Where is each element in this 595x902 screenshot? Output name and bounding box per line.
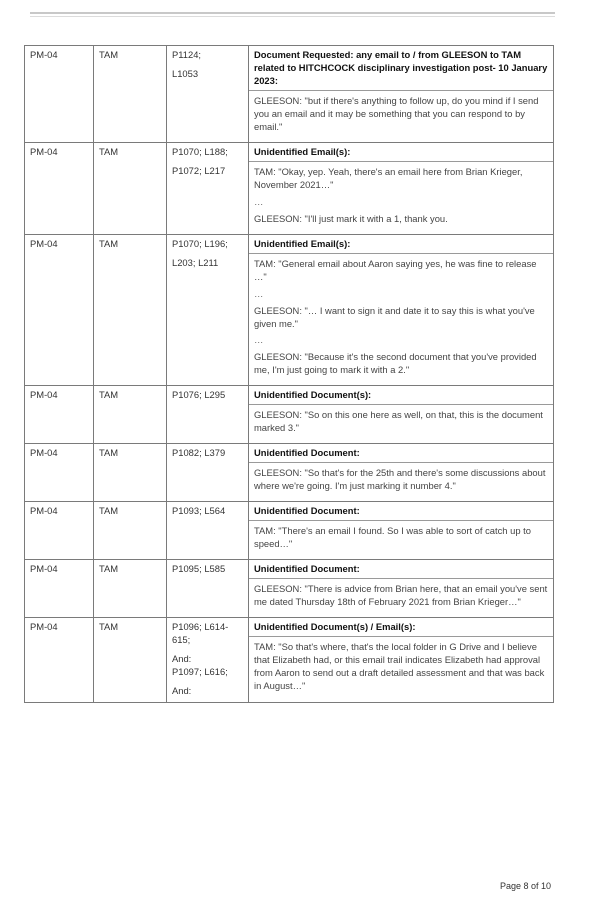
cell-reference	[167, 502, 249, 560]
quote-paragraph: GLEESON: "There is advice from Brian here, that an email you've sent me dated Thursday 18th of February 2021 from Brian Krieger…"	[254, 583, 548, 608]
quote-paragraph: GLEESON: "Because it's the second document that you've provided me, I'm just going to mark it with a 2."	[254, 351, 537, 376]
table-row	[25, 618, 554, 703]
reference-line: P1124;	[172, 49, 202, 60]
cell-reference	[167, 444, 249, 502]
quote-paragraph: GLEESON: "… I want to sign it and date it to say this is what you've given me."	[254, 304, 535, 329]
table-row	[25, 46, 554, 143]
cell-description	[249, 386, 554, 444]
cell-description	[249, 142, 554, 234]
cell-code: PM-04	[25, 444, 94, 502]
cell-person: TAM	[94, 560, 167, 618]
table-row	[25, 142, 554, 234]
description-heading: Document Requested: any email to / from GLEESON to TAM related to HITCHCOCK disciplinary investigation post- 10 January 2023:	[249, 48, 553, 91]
reference-line: P1070; L188;	[172, 145, 228, 157]
table-row	[25, 502, 554, 560]
cell-description	[249, 502, 554, 560]
cell-code: PM-04	[25, 560, 94, 618]
cell-reference	[167, 560, 249, 618]
ellipsis: …	[254, 334, 264, 346]
cell-person: TAM	[94, 46, 167, 143]
cell-person: TAM	[94, 502, 167, 560]
reference-line: P1093; L564	[172, 505, 226, 517]
cell-code: PM-04	[25, 142, 94, 234]
description-heading: Unidentified Document:	[249, 562, 553, 579]
reference-line: And:	[172, 652, 192, 664]
cell-reference	[167, 46, 249, 143]
cell-description	[249, 560, 554, 618]
quote-paragraph: GLEESON: "So on this one here as well, on that, this is the document marked 3."	[254, 409, 543, 434]
reference-line: P1096; L614-615;	[172, 621, 229, 645]
cell-description	[249, 46, 554, 143]
cell-reference	[167, 234, 249, 386]
table-row	[25, 444, 554, 502]
table-row	[25, 386, 554, 444]
cell-code: PM-04	[25, 234, 94, 386]
cell-code: PM-04	[25, 386, 94, 444]
cell-reference	[167, 386, 249, 444]
cell-person: TAM	[94, 444, 167, 502]
quote-paragraph: TAM: "Okay, yep. Yeah, there's an email here from Brian Krieger, November 2021…"	[254, 165, 523, 190]
cell-description	[249, 234, 554, 386]
table-row	[25, 560, 554, 618]
header-rule-secondary	[30, 16, 555, 17]
description-heading: Unidentified Document(s):	[249, 388, 553, 405]
quote-paragraph: TAM: "General email about Aaron saying yes, he was fine to release …"	[254, 257, 537, 282]
cell-person: TAM	[94, 142, 167, 234]
reference-line: P1097; L616;	[172, 665, 228, 677]
description-heading: Unidentified Email(s):	[249, 145, 553, 162]
cell-description	[249, 618, 554, 703]
cell-reference	[167, 142, 249, 234]
reference-line: And:	[172, 684, 192, 696]
reference-line: L1053	[172, 67, 199, 79]
reference-line: L203; L211	[172, 256, 219, 268]
reference-line: P1095; L585	[172, 563, 226, 575]
reference-line: P1076; L295	[172, 389, 226, 401]
table-row	[25, 234, 554, 386]
reference-line: P1070; L196;	[172, 237, 228, 249]
cell-code: PM-04	[25, 618, 94, 703]
ellipsis: …	[254, 287, 264, 299]
document-table	[24, 45, 554, 703]
description-heading: Unidentified Document:	[249, 504, 553, 521]
quote-paragraph: TAM: "So that's where, that's the local folder in G Drive and I believe that Elizabeth had, or this email trail indicates Elizabeth had approval from Aaron to send out a draft detailed assessment and that was back in August…"	[254, 640, 545, 691]
cell-person: TAM	[94, 618, 167, 703]
quote-paragraph: GLEESON: "I'll just mark it with a 1, thank you.	[254, 212, 448, 224]
cell-code: PM-04	[25, 46, 94, 143]
reference-line: P1082; L379	[172, 447, 226, 459]
ellipsis: …	[254, 195, 264, 207]
cell-description	[249, 444, 554, 502]
quote-paragraph: TAM: "There's an email I found. So I was able to sort of catch up to speed…"	[254, 525, 531, 550]
cell-code: PM-04	[25, 502, 94, 560]
header-rule	[30, 12, 555, 14]
cell-reference	[167, 618, 249, 703]
quote-paragraph: GLEESON: "So that's for the 25th and there's some discussions about where we're going. I'm just marking it number 4."	[254, 467, 546, 492]
description-heading: Unidentified Document:	[249, 446, 553, 463]
cell-person: TAM	[94, 386, 167, 444]
reference-line: P1072; L217	[172, 164, 226, 176]
cell-person: TAM	[94, 234, 167, 386]
description-heading: Unidentified Document(s) / Email(s):	[249, 620, 553, 637]
page-number: Page 8 of 10	[499, 881, 551, 891]
description-heading: Unidentified Email(s):	[249, 237, 553, 254]
quote-paragraph: GLEESON: "but if there's anything to follow up, do you mind if I send you an email and it may be something that you can respond to by email."	[254, 94, 539, 132]
